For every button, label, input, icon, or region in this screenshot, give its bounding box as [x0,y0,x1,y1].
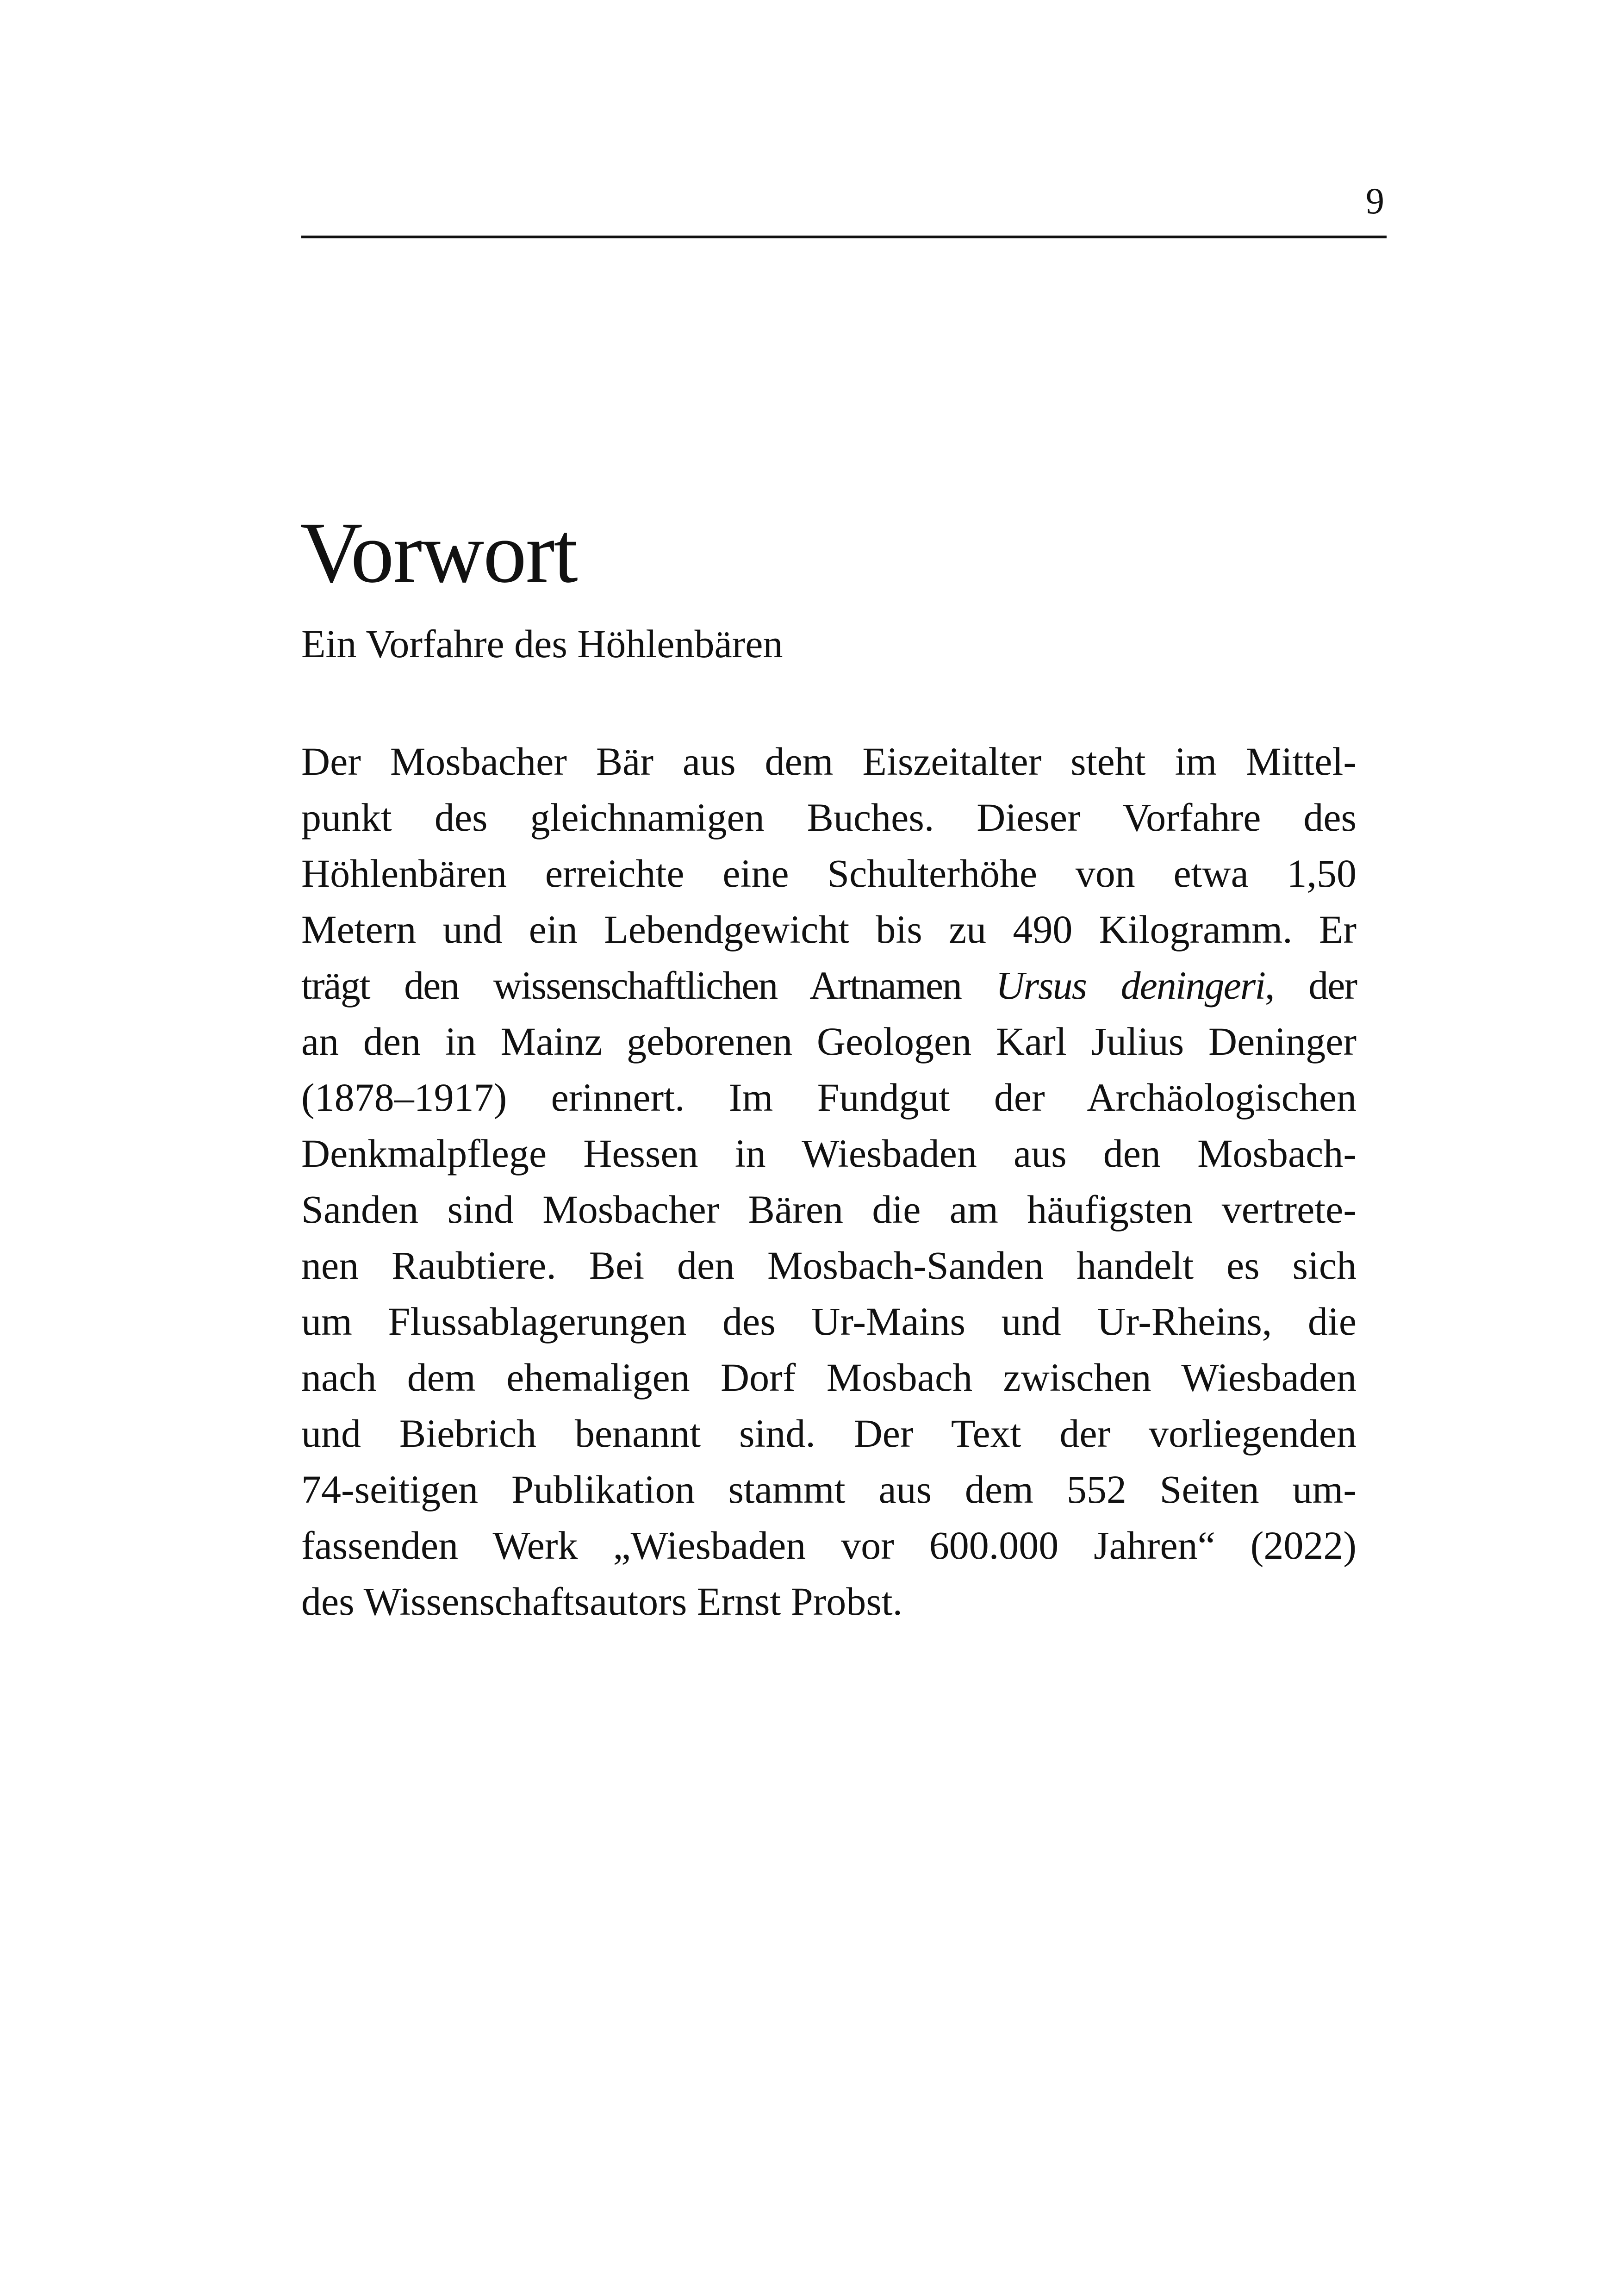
body-line: und Biebrich benannt sind. Der Text der vorliegenden [301,1411,1357,1456]
species-name: Ursus deningeri [996,963,1265,1008]
body-line: Höhlenbären erreichte eine Schulterhöhe von etwa 1,50 [301,851,1357,896]
body-line: punkt des gleichnamigen Buches. Dieser Vorfahre des [301,795,1357,840]
body-line: nach dem ehemaligen Dorf Mosbach zwischen Wiesbaden [301,1355,1357,1400]
body-line: an den in Mainz geborenen Geologen Karl Julius Deninger [301,1019,1357,1064]
body-line: nen Raubtiere. Bei den Mosbach-Sanden handelt es sich [301,1243,1357,1288]
body-line-text: trägt den wissenschaftlichen Artnamen [301,963,996,1008]
body-line: (1878–1917) erinnert. Im Fundgut der Archäologischen [301,1075,1357,1120]
body-line: Sanden sind Mosbacher Bären die am häufigsten vertrete- [301,1187,1357,1232]
body-paragraph [301,734,1357,1630]
body-line: des Wissenschaftsautors Ernst Probst. [301,1579,903,1624]
body-line: um Flussablagerungen des Ur-Mains und Ur-Rheins, die [301,1299,1357,1344]
body-line [301,958,1357,1014]
chapter-title: Vorwort [300,504,577,601]
body-line: 74-seitigen Publikation stammt aus dem 552 Seiten um- [301,1467,1357,1512]
body-line-text: , der [1265,963,1357,1008]
body-line: Denkmalpflege Hessen in Wiesbaden aus den Mosbach- [301,1131,1357,1176]
page-number: 9 [1366,181,1384,222]
header-rule [301,236,1387,238]
body-line: Der Mosbacher Bär aus dem Eiszeitalter steht im Mittel- [301,739,1357,784]
body-line: fassenden Werk „Wiesbaden vor 600.000 Jahren“ (2022) [301,1523,1357,1568]
body-line: Metern und ein Lebendgewicht bis zu 490 Kilogramm. Er [301,907,1357,952]
chapter-subtitle: Ein Vorfahre des Höhlenbären [301,622,783,666]
